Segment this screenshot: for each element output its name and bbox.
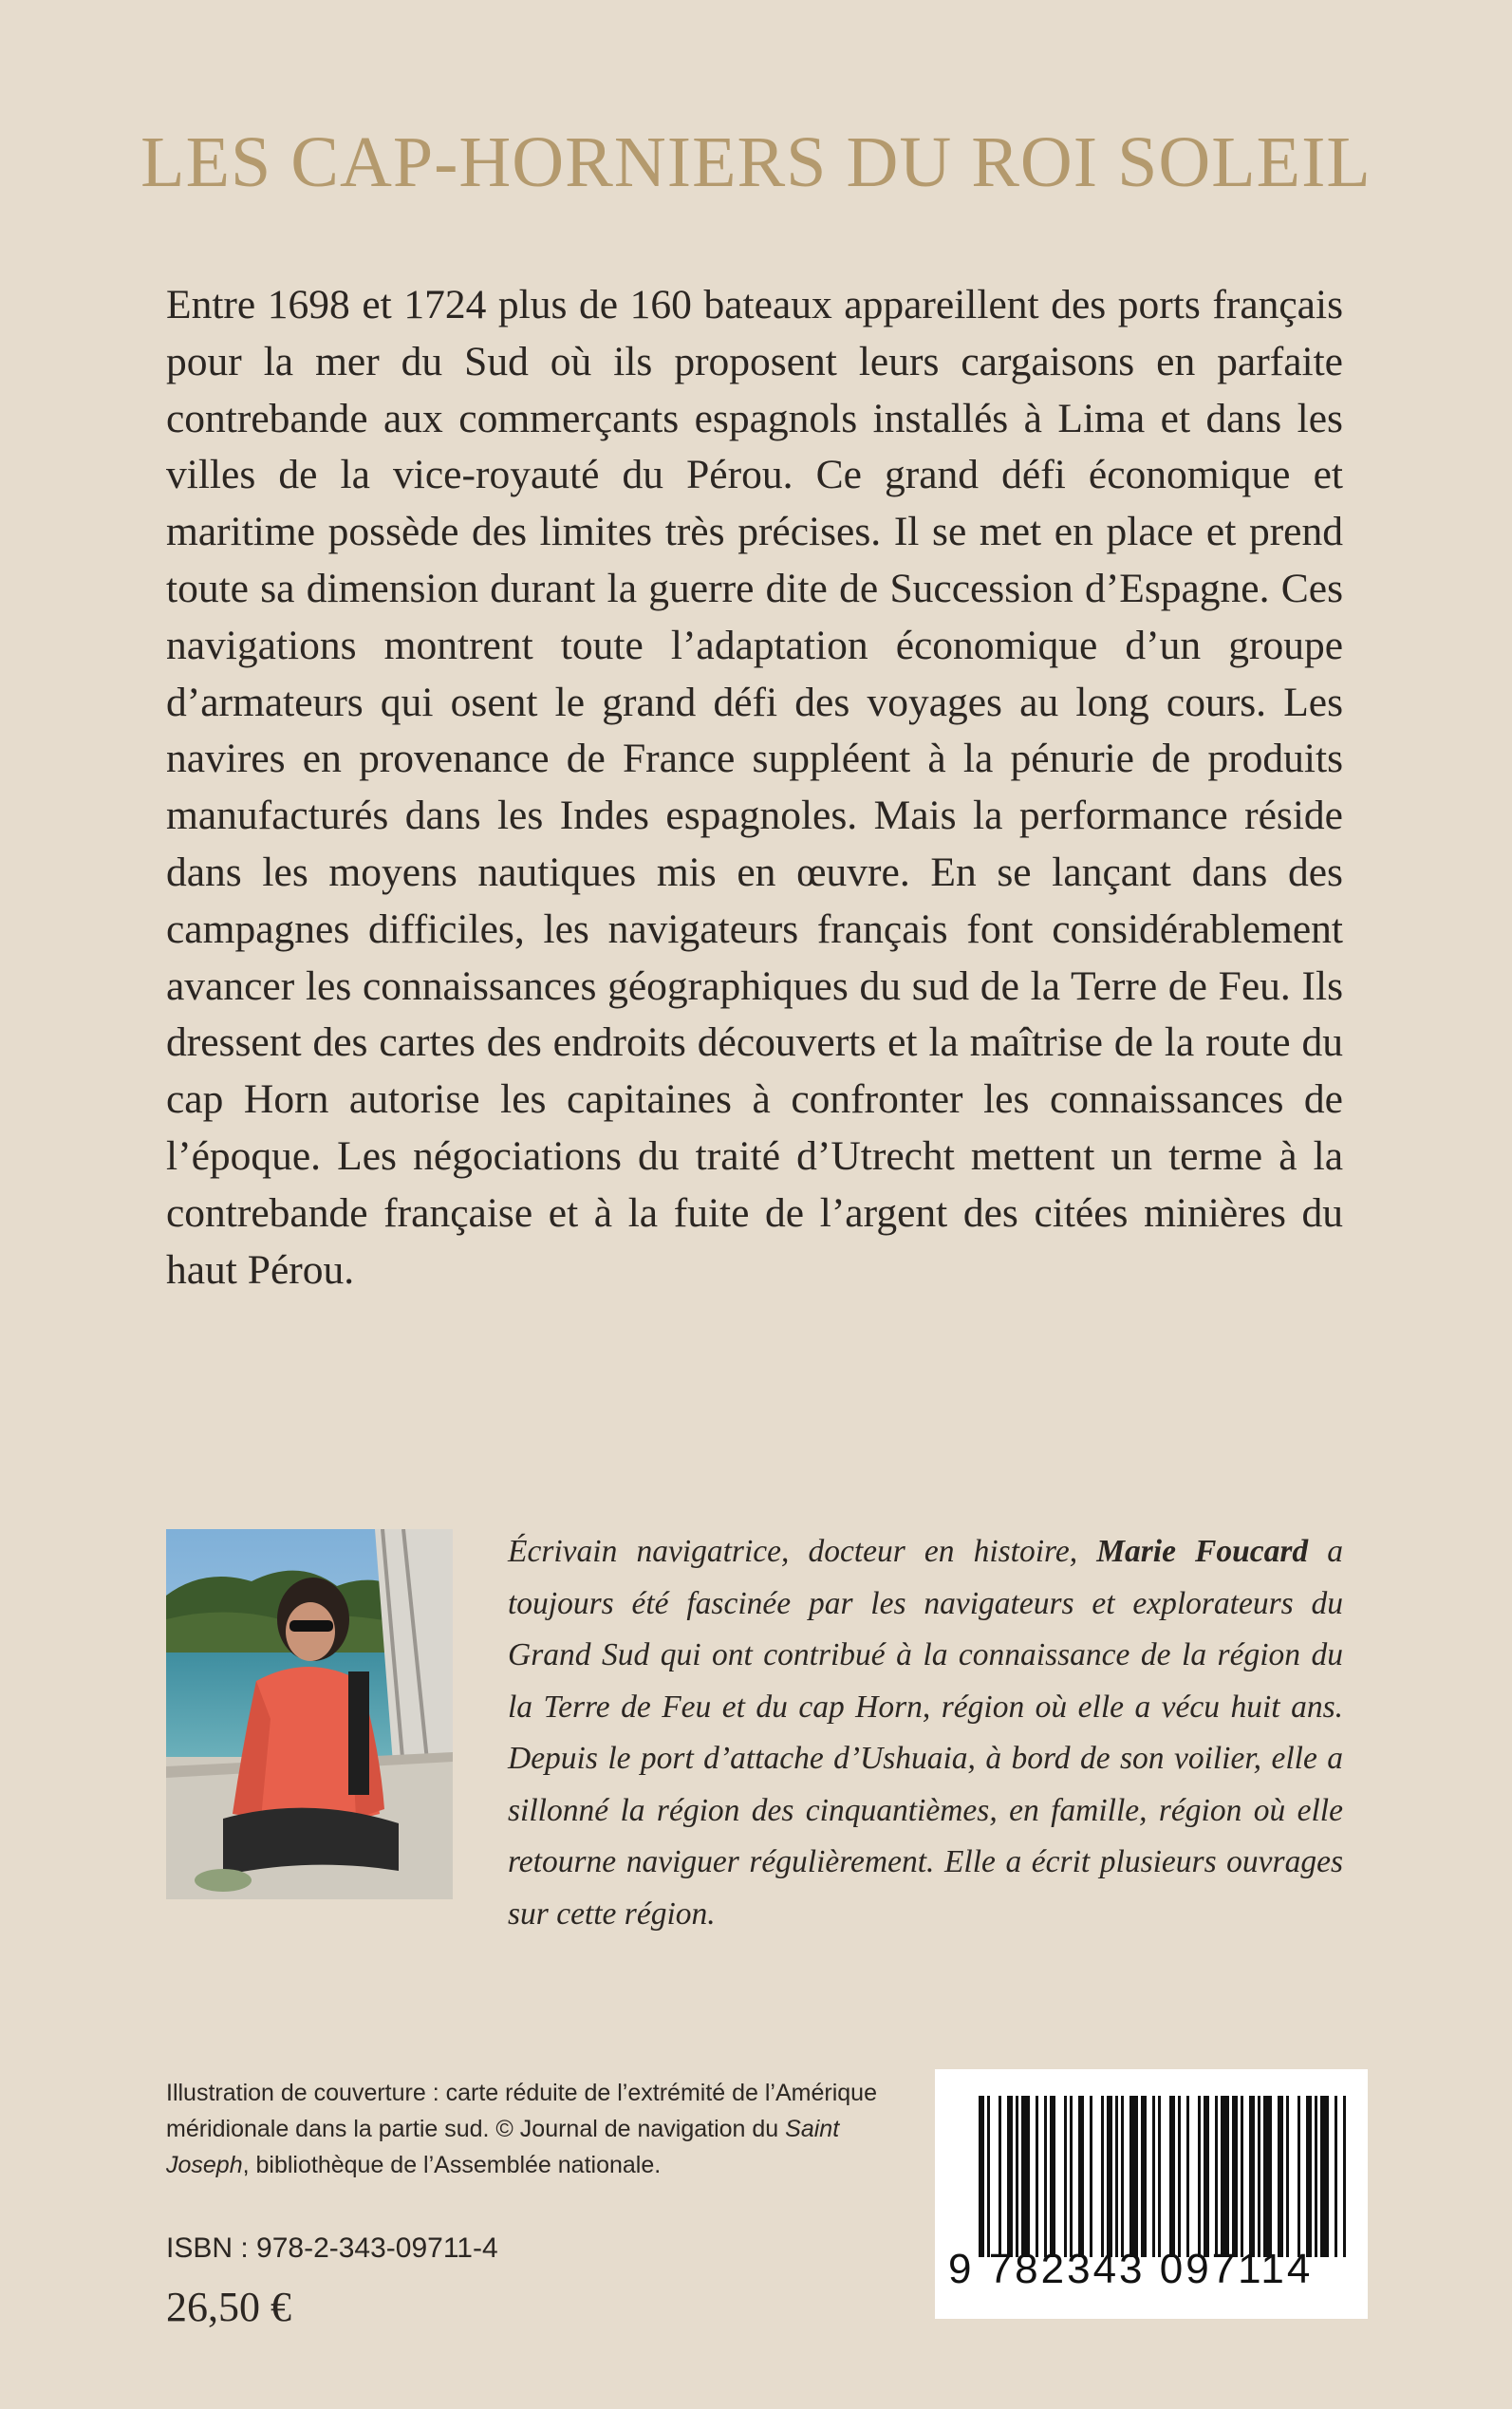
barcode-bar: [1141, 2096, 1147, 2257]
barcode-bar: [1016, 2096, 1018, 2257]
barcode-bar: [979, 2096, 984, 2257]
barcode-bar: [1078, 2096, 1084, 2257]
barcode-bar: [1036, 2096, 1038, 2257]
barcode-bar: [1263, 2096, 1272, 2257]
barcode-bar: [1090, 2096, 1092, 2257]
barcode-bar: [1158, 2096, 1161, 2257]
barcode-bar: [1169, 2096, 1175, 2257]
barcode-bar: [1070, 2096, 1073, 2257]
barcode-bar: [1107, 2096, 1112, 2257]
barcode-bar: [1121, 2096, 1124, 2257]
price: 26,50 €: [166, 2284, 291, 2330]
bio-text: a toujours été fascinée par les navigateurs et explorateurs du Grand Sud qui ont contribué à la connaissance de la région du la Terre de Feu et du cap Horn, région où elle a vécu huit ans. Depuis le port d’attache d’Ushuaia, à bord de son voilier, elle a sillonné la région des cinquantièmes, en famille, région où elle retourne naviguer régulièrement. Elle a écrit plusieurs ouvrages sur cette région.: [508, 1534, 1343, 1932]
barcode-bar: [1186, 2096, 1189, 2257]
barcode-bar: [1286, 2096, 1289, 2257]
author-name: Marie Foucard: [1096, 1534, 1309, 1569]
barcode-bar: [1215, 2096, 1218, 2257]
isbn: ISBN : 978-2-343-09711-4: [166, 2232, 498, 2264]
barcode-bar: [1320, 2096, 1329, 2257]
barcode-bar: [1101, 2096, 1104, 2257]
cover-credits: [166, 2075, 878, 2183]
barcode-bar: [1129, 2096, 1138, 2257]
barcode-bar: [1241, 2096, 1243, 2257]
barcode-bar: [1064, 2096, 1067, 2257]
synopsis-text: Entre 1698 et 1724 plus de 160 bateaux appareillent des ports français pour la mer du Sud où ils proposent leurs cargaisons en parfaite contrebande aux commerçants espagnols installés à Lima et dans les villes de la vice-royauté du Pérou. Ce grand défi économique et maritime possède des limites très précises. Il se met en place et prend toute sa dimension durant la guerre dite de Succession d’Espagne. Ces navigations montrent toute l’adaptation économique d’un groupe d’armateurs qui osent le grand défi des voyages au long cours. Les navires en provenance de France suppléent à la pénurie de produits manufacturés dans les Indes espagnoles. Mais la performance réside dans les moyens nautiques mis en œuvre. En se lançant dans des campagnes difficiles, les navigateurs français font considérablement avancer les connaissances géographiques du sud de la Terre de Feu. Ils dressent des cartes des endroits découverts et la maîtrise de la route du cap Horn autorise les capitaines à confronter les connaissances de l’époque. Les négociations du traité d’Utrecht mettent un terme à la contrebande française et à la fuite de l’argent des citées minières du haut Pérou.: [166, 282, 1343, 1293]
barcode-bar: [1115, 2096, 1118, 2257]
barcode-bar: [1315, 2096, 1317, 2257]
author-photo: [166, 1529, 453, 1899]
book-title: LES CAP-HORNIERS DU ROI SOLEIL: [140, 122, 1372, 202]
barcode-bar: [1044, 2096, 1047, 2257]
barcode-bar: [1221, 2096, 1229, 2257]
barcode-bar: [1232, 2096, 1238, 2257]
author-photo-image: [166, 1529, 453, 1899]
bio-intro: Écrivain navigatrice, docteur en histoire,: [508, 1534, 1097, 1569]
barcode-bar: [1306, 2096, 1312, 2257]
barcode-bar: [1297, 2096, 1300, 2257]
barcode-digits: 9 782343 097114: [948, 2246, 1314, 2292]
barcode-bar: [1178, 2096, 1181, 2257]
barcode-bar: [999, 2096, 1001, 2257]
barcode-bar: [1152, 2096, 1155, 2257]
credits-source: , bibliothèque de l’Assemblée nationale.: [242, 2152, 662, 2178]
barcode-bar: [1335, 2096, 1337, 2257]
barcode-bar: [1258, 2096, 1260, 2257]
barcode-bar: [987, 2096, 990, 2257]
credits-text: Illustration de couverture : carte réduite de l’extrémité de l’Amérique méridionale dans la partie sud. © Journal de navigation du: [166, 2080, 877, 2142]
ship-name: Saint Joseph: [166, 2116, 840, 2178]
barcode: [935, 2069, 1368, 2319]
barcode-bar: [1021, 2096, 1030, 2257]
barcode-bar: [1198, 2096, 1201, 2257]
barcode-bar: [1249, 2096, 1255, 2257]
author-bio: [508, 1526, 1343, 1940]
barcode-bar: [1343, 2096, 1346, 2257]
barcode-bar: [1050, 2096, 1055, 2257]
barcode-bar: [1278, 2096, 1283, 2257]
barcode-bar: [1204, 2096, 1209, 2257]
barcode-bar: [1007, 2096, 1013, 2257]
